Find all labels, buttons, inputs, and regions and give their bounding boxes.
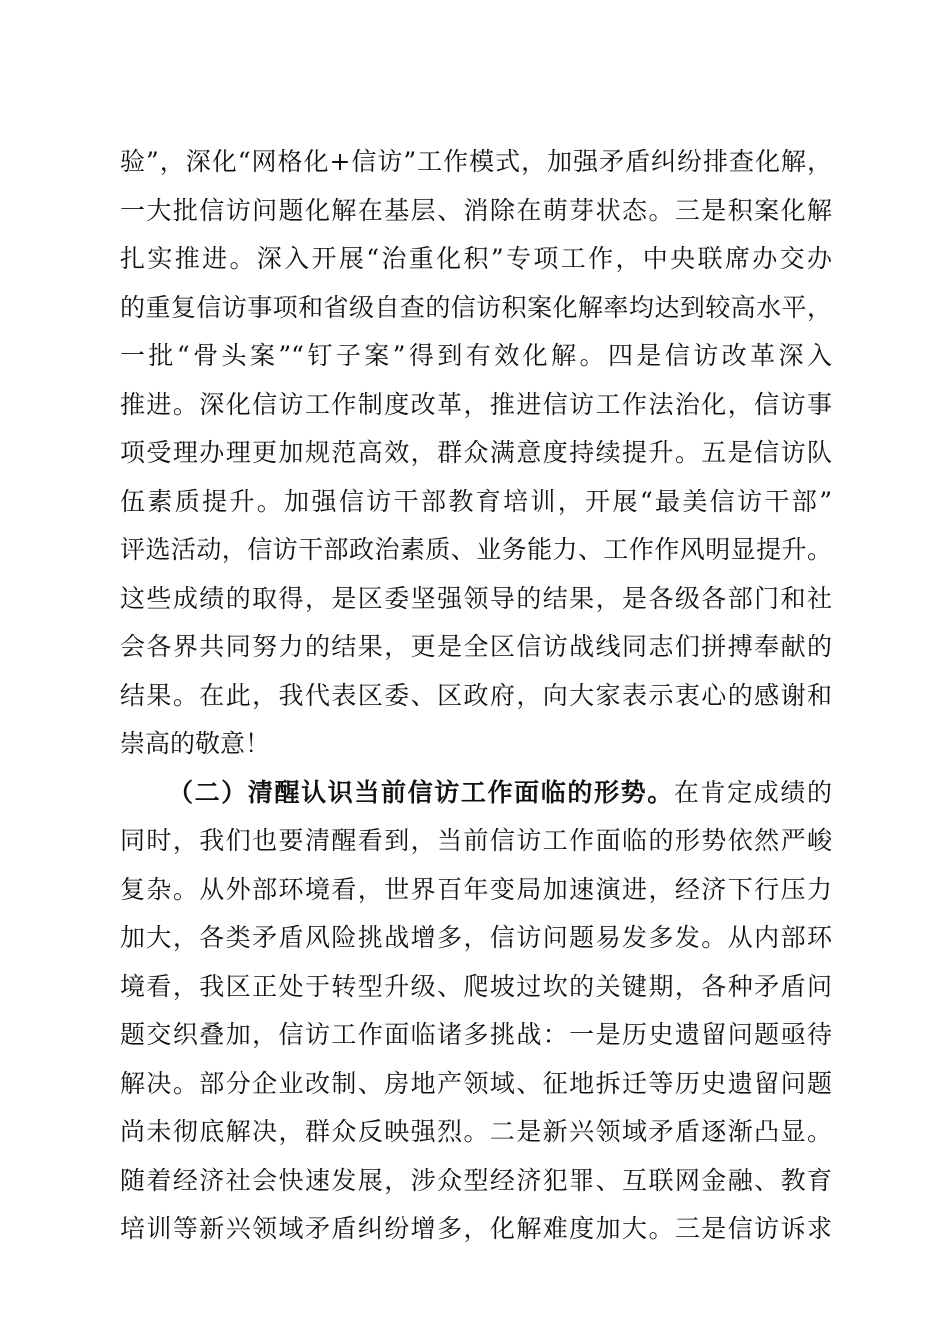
text-line: 境看，我区正处于转型升级、爬坡过坎的关键期，各种矛盾问 <box>120 971 832 1001</box>
section-heading: （二）清醒认识当前信访工作面临的形势。 <box>168 777 674 807</box>
text-line: 评选活动，信访干部政治素质、业务能力、工作作风明显提升。 <box>120 535 832 564</box>
text-line: 尚未彻底解决，群众反映强烈。二是新兴领域矛盾逐渐凸显。 <box>120 1117 832 1146</box>
text-line: 推进。深化信访工作制度改革，推进信访工作法治化，信访事 <box>120 389 832 419</box>
heading-line-rest: 在肯定成绩的 <box>673 777 832 807</box>
text-line: 题交织叠加，信访工作面临诸多挑战：一是历史遗留问题亟待 <box>120 1020 832 1049</box>
text-line: 一大批信访问题化解在基层、消除在萌芽状态。三是积案化解 <box>120 195 832 225</box>
text-line: 会各界共同努力的结果，更是全区信访战线同志们拼搏奉献的 <box>120 632 832 661</box>
text-line: 加大，各类矛盾风险挑战增多，信访问题易发多发。从内部环 <box>120 923 832 952</box>
text-line: 一批“骨头案”“钉子案”得到有效化解。四是信访改革深入 <box>120 341 832 370</box>
text-line-last: 崇高的敬意！ <box>120 729 271 758</box>
text-line: 伍素质提升。加强信访干部教育培训，开展“最美信访干部” <box>120 486 832 516</box>
paragraph-situation <box>120 769 832 1254</box>
document-body <box>120 138 832 1254</box>
text-line: 结果。在此，我代表区委、区政府，向大家表示衷心的感谢和 <box>120 680 832 710</box>
paragraph-achievements <box>120 138 832 769</box>
text-line: 扎实推进。深入开展“治重化积”专项工作，中央联席办交办 <box>120 244 832 273</box>
text-line-first <box>120 769 832 818</box>
text-line: 验”，深化“网格化+信访”工作模式，加强矛盾纠纷排查化解， <box>120 147 832 176</box>
text-line: 同时，我们也要清醒看到，当前信访工作面临的形势依然严峻 <box>120 826 832 855</box>
text-line: 解决。部分企业改制、房地产领域、征地拆迁等历史遗留问题 <box>120 1068 832 1098</box>
text-line: 项受理办理更加规范高效，群众满意度持续提升。五是信访队 <box>120 438 832 467</box>
text-line: 复杂。从外部环境看，世界百年变局加速演进，经济下行压力 <box>120 874 832 904</box>
text-line: 培训等新兴领域矛盾纠纷增多，化解难度加大。三是信访诉求 <box>120 1214 832 1243</box>
text-line: 随着经济社会快速发展，涉众型经济犯罪、互联网金融、教育 <box>120 1165 832 1195</box>
text-line: 这些成绩的取得，是区委坚强领导的结果，是各级各部门和社 <box>120 583 832 613</box>
text-line: 的重复信访事项和省级自查的信访积案化解率均达到较高水平， <box>120 292 832 322</box>
